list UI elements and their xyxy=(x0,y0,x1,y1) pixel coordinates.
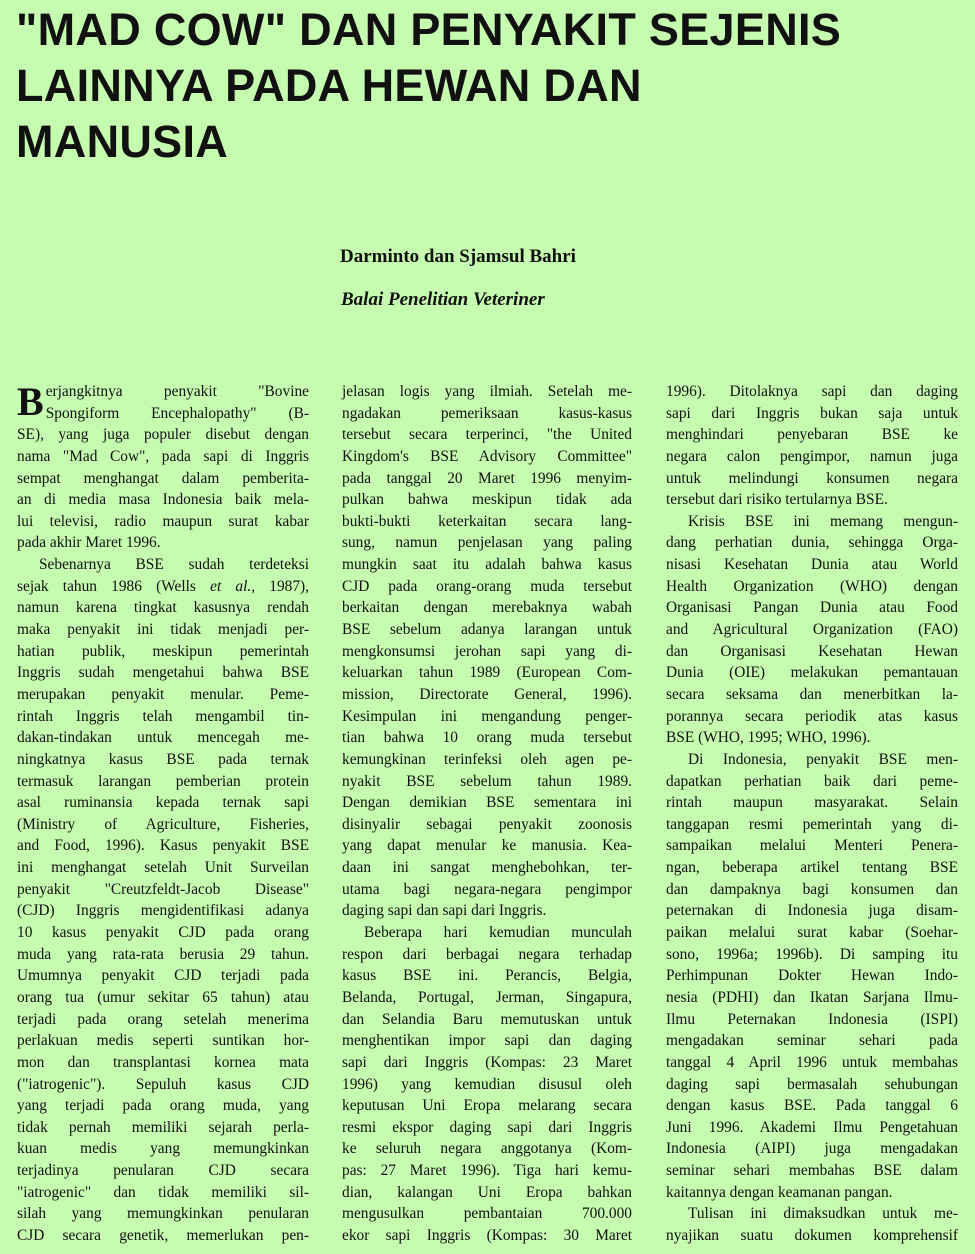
text-line: rintah maupun masyarakat. Selain xyxy=(666,794,958,812)
text-line: Kesimpulan ini mengandung penger- xyxy=(342,707,632,725)
text-line: seminar sehari membahas BSE dalam xyxy=(666,1162,958,1180)
text-line: 1996). Ditolaknya sapi dan daging xyxy=(666,383,958,400)
text-line: 10 kasus penyakit CJD pada orang xyxy=(17,924,309,942)
text-line: porannya secara periodik atas kasus xyxy=(666,707,958,725)
text-line: mengusulkan pembantaian 700.000 xyxy=(342,1205,632,1223)
text-line: tidak pernah memiliki sejarah perla- xyxy=(17,1118,309,1136)
text-line: pada akhir Maret 1996. xyxy=(17,534,161,552)
text-line: dang perhatian dunia, sehingga Orga- xyxy=(666,534,958,552)
text-line: menghindari penyebaran BSE ke xyxy=(666,426,958,444)
text-line: dan Organisasi Kesehatan Hewan xyxy=(666,642,958,660)
text-line: Perhimpunan Dokter Hewan Indo- xyxy=(666,967,958,985)
text-line: mission, Directorate General, 1996). xyxy=(342,685,632,703)
text-line: respon dari berbagai negara terhadap xyxy=(342,945,632,963)
text-line: yang dapat menular ke manusia. Kea- xyxy=(342,837,632,855)
text-line: paikan melalui surat kabar (Soehar- xyxy=(666,924,958,942)
text-line: negara calon pengimpor, namun juga xyxy=(666,447,958,465)
text-line: Belanda, Portugal, Jerman, Singapura, xyxy=(342,988,632,1006)
text-line: SE), yang juga populer disebut dengan xyxy=(17,426,309,444)
text-line: Dengan demikian BSE sementara ini xyxy=(342,794,632,812)
text-line: Di Indonesia, penyakit BSE men- xyxy=(688,750,958,768)
text-line: tian bahwa 10 orang muda tersebut xyxy=(342,729,632,747)
text-line: an di media masa Indonesia baik mela- xyxy=(17,491,309,509)
text-line: silah yang memungkinkan penularan xyxy=(17,1205,309,1223)
text-line-with-citation xyxy=(17,576,309,598)
text-line: mengkonsumsi jerohan sapi yang di- xyxy=(342,642,632,660)
text-line: nyakit BSE sebelum tahun 1989. xyxy=(342,772,632,790)
text-fragment: sejak tahun 1986 (Wells xyxy=(17,577,196,595)
text-line: sapi dari Inggris (Kompas: 23 Maret xyxy=(342,1053,632,1071)
text-line: Tulisan ini dimaksudkan untuk me- xyxy=(688,1205,958,1223)
body-column-1 xyxy=(17,381,309,1247)
text-line: tersebut dari risiko tertularnya BSE. xyxy=(666,491,888,509)
text-line: terjadi pada orang setelah menerima xyxy=(17,1010,309,1028)
text-line: nesia (PDHI) dan Ikatan Sarjana Ilmu- xyxy=(666,988,958,1006)
text-line: namun karena tingkat kasusnya rendah xyxy=(17,599,309,617)
text-line: nama "Mad Cow", pada sapi di Inggris xyxy=(17,447,309,465)
text-line: dan Selandia Baru memutuskan untuk xyxy=(342,1010,632,1028)
text-line: mengadakan seminar sehari pada xyxy=(666,1032,958,1050)
text-line: ini menghangat setelah Unit Surveilan xyxy=(17,859,309,877)
text-line: sempat menghangat dalam pemberita- xyxy=(17,469,309,487)
text-line: kasus BSE ini. Perancis, Belgia, xyxy=(342,967,632,985)
text-line: kemungkinan terinfeksi oleh agen pe- xyxy=(342,750,632,768)
text-line: jelasan logis yang ilmiah. Setelah me- xyxy=(342,383,632,400)
title-line: "MAD COW" DAN PENYAKIT SEJENIS xyxy=(16,4,842,55)
text-line: terjadinya penularan CJD secara xyxy=(17,1162,309,1180)
text-line: secara seksama dan menerbitkan la- xyxy=(666,685,958,703)
text-line: and Food, 1996). Kasus penyakit BSE xyxy=(17,837,309,855)
text-line: ngan, beberapa artikel tentang BSE xyxy=(666,859,958,877)
text-line: pulkan bahwa meskipun tidak ada xyxy=(342,491,632,509)
article-title xyxy=(16,2,966,170)
text-line: menghentikan impor sapi dan daging xyxy=(342,1032,632,1050)
text-line: Beberapa hari kemudian munculah xyxy=(364,924,632,942)
text-line: Inggris sudah mengetahui bahwa BSE xyxy=(17,664,309,682)
text-line: Health Organization (WHO) dengan xyxy=(666,577,958,595)
text-line: orang tua (umur sekitar 65 tahun) atau xyxy=(17,988,309,1006)
text-line: rintah Inggris telah mengambil tin- xyxy=(17,707,309,725)
affiliation: Balai Penelitian Veteriner xyxy=(341,289,545,310)
text-line: (CJD) Inggris mengidentifikasi adanya xyxy=(17,902,309,920)
text-line: ("iatrogenic"). Sepuluh kasus CJD xyxy=(17,1075,309,1093)
text-line: tanggal 4 April 1996 untuk membahas xyxy=(666,1053,958,1071)
text-line: erjangkitnya penyakit "Bovine xyxy=(45,383,309,400)
text-line: pas: 27 Maret 1996). Tiga hari kemu- xyxy=(342,1162,632,1180)
text-line: bukti-bukti keterkaitan secara lang- xyxy=(342,512,632,530)
text-line: nisasi Kesehatan Dunia atau World xyxy=(666,556,958,574)
text-line: Krisis BSE ini memang mengun- xyxy=(688,512,958,530)
text-line: ke seluruh negara anggotanya (Kom- xyxy=(342,1140,632,1158)
text-line: Sebenarnya BSE sudah terdeteksi xyxy=(39,556,309,574)
text-line: dian, kalangan Uni Eropa bahkan xyxy=(342,1183,632,1201)
text-line: Kingdom's BSE Advisory Committee" xyxy=(342,447,632,465)
text-line: dan dampaknya bagi konsumen dan xyxy=(666,880,958,898)
text-line: keputusan Uni Eropa melarang secara xyxy=(342,1097,632,1115)
title-line: LAINNYA PADA HEWAN DAN xyxy=(16,60,642,111)
text-line: kaitannya dengan keamanan pangan. xyxy=(666,1183,893,1201)
authors: Darminto dan Sjamsul Bahri xyxy=(340,246,576,267)
text-line: kuan medis yang memungkinkan xyxy=(17,1140,309,1158)
text-line: BSE (WHO, 1995; WHO, 1996). xyxy=(666,729,871,747)
text-line: ningkatnya kasus BSE pada ternak xyxy=(17,750,309,768)
text-line: sampaikan melalui Menteri Penera- xyxy=(666,837,958,855)
text-line: nyajikan suatu dokumen komprehensif xyxy=(666,1226,958,1244)
body-column-3 xyxy=(666,381,958,1247)
text-line: daging sapi dan sapi dari Inggris. xyxy=(342,902,547,920)
text-line: Spongiform Encephalopathy" (B- xyxy=(45,404,309,422)
text-line: perlakuan medis seperti suntikan hor- xyxy=(17,1032,309,1050)
drop-cap: B xyxy=(17,379,44,424)
text-line: ngadakan pemeriksaan kasus-kasus xyxy=(342,404,632,422)
text-line: Indonesia (AIPI) juga mengadakan xyxy=(666,1140,958,1158)
text-line: Ilmu Peternakan Indonesia (ISPI) xyxy=(666,1010,958,1028)
text-line: keluarkan tahun 1989 (European Com- xyxy=(342,664,632,682)
text-line: tersebut secara terperinci, "the United xyxy=(342,426,632,444)
text-line: peternakan di Indonesia juga disam- xyxy=(666,902,958,920)
text-line: mungkin saat itu adalah bahwa kasus xyxy=(342,556,632,574)
text-fragment-italic: et al. xyxy=(210,577,252,595)
text-line: penyakit "Creutzfeldt-Jacob Disease" xyxy=(17,880,309,898)
text-line: "iatrogenic" dan tidak memiliki sil- xyxy=(17,1183,309,1201)
text-line: sono, 1996a; 1996b). Di samping itu xyxy=(666,945,958,963)
text-line: BSE sebelum adanya larangan untuk xyxy=(342,621,632,639)
text-line: berkaitan dengan merebaknya wabah xyxy=(342,599,632,617)
text-line: ekor sapi Inggris (Kompas: 30 Maret xyxy=(342,1226,632,1244)
text-line: Juni 1996. Akademi Ilmu Pengetahuan xyxy=(666,1118,958,1136)
text-line: dengan kasus BSE. Pada tanggal 6 xyxy=(666,1097,958,1115)
text-line: disinyalir sebagai penyakit zoonosis xyxy=(342,815,632,833)
text-line: lui televisi, radio maupun surat kabar xyxy=(17,512,309,530)
text-line: Umumnya penyakit CJD terjadi pada xyxy=(17,967,309,985)
text-line: yang terjadi pada orang muda, yang xyxy=(17,1097,309,1115)
text-line: dakan-tindakan untuk mencegah me- xyxy=(17,729,309,747)
text-line: mon dan transplantasi kornea mata xyxy=(17,1053,309,1071)
text-fragment: , 1987), xyxy=(251,577,309,595)
title-line: MANUSIA xyxy=(16,116,229,167)
text-line: maka penyakit ini tidak menjadi per- xyxy=(17,621,309,639)
text-line: Dunia (OIE) melakukan pemantauan xyxy=(666,664,958,682)
text-line: merupakan penyakit menular. Peme- xyxy=(17,685,309,703)
body-column-2 xyxy=(342,381,632,1247)
text-line: daging sapi bermasalah sehubungan xyxy=(666,1075,958,1093)
text-line: CJD secara genetik, memerlukan pen- xyxy=(17,1226,309,1244)
text-line: and Agricultural Organization (FAO) xyxy=(666,621,958,639)
text-line: tanggapan resmi pemerintah yang di- xyxy=(666,815,958,833)
text-line: hatian publik, meskipun pemerintah xyxy=(17,642,309,660)
text-line: utama bagi negara-negara pengimpor xyxy=(342,880,632,898)
text-line: sung, namun penjelasan yang paling xyxy=(342,534,632,552)
text-line: Organisasi Pangan Dunia atau Food xyxy=(666,599,958,617)
text-line: termasuk larangan pemberian protein xyxy=(17,772,309,790)
text-line: (Ministry of Agriculture, Fisheries, xyxy=(17,815,309,833)
text-line: CJD pada orang-orang muda tersebut xyxy=(342,577,632,595)
text-line: daan ini sangat menghebohkan, ter- xyxy=(342,859,632,877)
text-line: sapi dari Inggris bukan saja untuk xyxy=(666,404,958,422)
text-line: untuk melindungi konsumen negara xyxy=(666,469,958,487)
text-line: resmi ekspor daging sapi dari Inggris xyxy=(342,1118,632,1136)
text-line: 1996) yang kemudian disusul oleh xyxy=(342,1075,632,1093)
text-line: dapatkan perhatian baik dari peme- xyxy=(666,772,958,790)
text-line: asal ruminansia kepada ternak sapi xyxy=(17,794,309,812)
text-line: muda yang rata-rata berusia 29 tahun. xyxy=(17,945,309,963)
text-line: pada tanggal 20 Maret 1996 menyim- xyxy=(342,469,632,487)
